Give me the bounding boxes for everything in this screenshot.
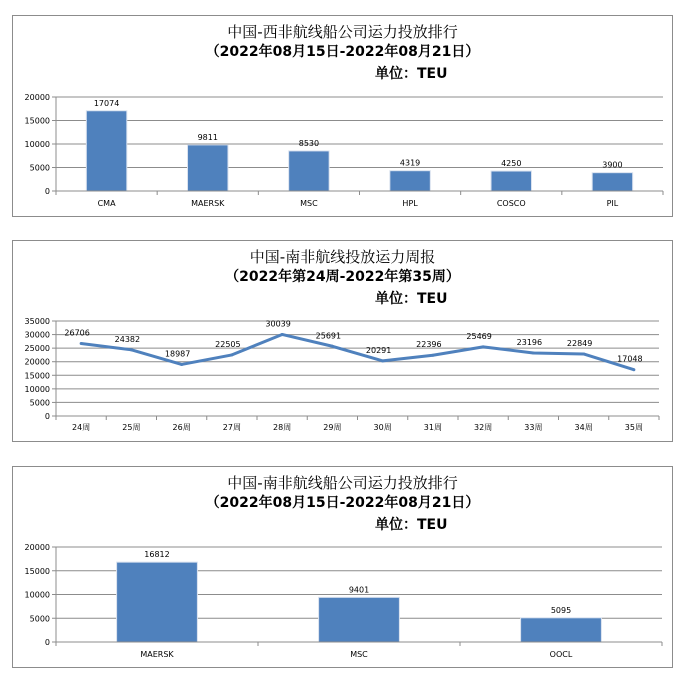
y-tick-label: 10000 [24, 140, 50, 149]
data-label: 22505 [215, 339, 241, 349]
chart-subtitle: （2022年第24周-2022年第35周） [225, 269, 460, 285]
data-label: 25469 [466, 331, 492, 341]
x-tick-label: 24周 [72, 423, 91, 432]
data-point [331, 345, 334, 348]
bar [319, 597, 400, 642]
chart-subtitle: （2022年08月15日-2022年08月21日） [205, 44, 480, 60]
unit-label: 单位：TEU [375, 517, 448, 533]
data-point [180, 363, 183, 366]
x-tick-label: 27周 [222, 423, 241, 432]
bar-chart-south-africa-carriers [13, 467, 674, 669]
data-label: 22396 [416, 340, 442, 350]
data-point [632, 368, 635, 371]
data-label: 24382 [114, 334, 141, 344]
data-label: 5095 [550, 605, 572, 615]
data-point [381, 359, 384, 362]
y-tick-label: 15000 [24, 371, 50, 381]
y-tick-label: 0 [44, 187, 50, 196]
bar [592, 173, 632, 191]
data-label: 9811 [197, 132, 218, 142]
y-tick-label: 10000 [24, 590, 50, 600]
data-point [281, 333, 284, 336]
x-tick-label: 33周 [524, 423, 543, 432]
bar [521, 618, 602, 642]
chart-subtitle: （2022年08月15日-2022年08月21日） [205, 495, 480, 511]
y-tick-label: 5000 [29, 163, 50, 173]
x-tick-label: OOCL [549, 650, 573, 659]
chart-panel-south-africa-weekly [12, 240, 673, 442]
data-label: 23196 [516, 338, 543, 348]
bar [86, 111, 126, 191]
data-label: 22849 [566, 338, 593, 348]
data-label: 8530 [298, 138, 320, 148]
bar [390, 171, 430, 191]
data-label: 26706 [64, 328, 90, 338]
x-tick-label: 26周 [172, 423, 191, 432]
chart-panel-south-africa-carriers [12, 466, 673, 668]
chart-title: 中国-南非航线船公司运力投放排行 [227, 474, 458, 492]
y-tick-label: 5000 [29, 398, 50, 408]
x-tick-label: COSCO [496, 199, 526, 208]
x-tick-label: MAERSK [191, 199, 225, 208]
data-label: 18987 [164, 349, 191, 359]
data-label: 20291 [365, 345, 392, 355]
data-label: 4250 [501, 159, 522, 169]
bar [491, 171, 531, 191]
chart-panel-west-africa [12, 15, 673, 217]
unit-label: 单位：TEU [375, 66, 448, 82]
y-tick-label: 30000 [24, 330, 50, 340]
y-tick-label: 20000 [24, 357, 50, 367]
line-chart-south-africa-weekly [13, 241, 674, 443]
y-tick-label: 15000 [24, 116, 50, 126]
data-point [80, 342, 83, 345]
unit-label: 单位：TEU [375, 291, 448, 307]
bar [188, 145, 228, 191]
data-point [230, 353, 233, 356]
data-label: 3900 [602, 160, 623, 170]
x-tick-label: 25周 [122, 423, 141, 432]
bar [289, 151, 329, 191]
data-label: 16812 [144, 550, 170, 560]
data-label: 9401 [348, 585, 370, 595]
x-tick-label: 29周 [323, 423, 342, 432]
y-tick-label: 15000 [24, 566, 50, 576]
data-label: 17074 [93, 98, 120, 108]
data-label: 17048 [617, 354, 643, 364]
data-point [482, 345, 485, 348]
data-point [532, 352, 535, 355]
x-tick-label: HPL [402, 199, 418, 208]
x-tick-label: 28周 [273, 423, 292, 432]
x-tick-label: 35周 [624, 423, 643, 432]
x-tick-label: 31周 [423, 423, 442, 432]
data-point [130, 348, 133, 351]
y-tick-label: 10000 [24, 384, 50, 394]
y-tick-label: 5000 [29, 614, 50, 624]
x-tick-label: 32周 [474, 423, 493, 432]
y-tick-label: 20000 [24, 93, 50, 102]
x-tick-label: MSC [300, 199, 318, 208]
x-tick-label: MAERSK [140, 650, 174, 659]
y-tick-label: 35000 [24, 317, 50, 326]
data-label: 4319 [399, 158, 421, 168]
y-tick-label: 20000 [24, 543, 50, 552]
chart-title: 中国-西非航线船公司运力投放排行 [227, 23, 458, 41]
bar-chart-west-africa [13, 16, 674, 218]
bar [117, 562, 198, 642]
x-tick-label: 34周 [574, 423, 593, 432]
y-tick-label: 0 [44, 638, 50, 647]
data-label: 25691 [315, 331, 342, 341]
x-tick-label: PIL [606, 199, 619, 208]
x-tick-label: CMA [97, 199, 116, 208]
y-tick-label: 25000 [24, 344, 50, 354]
data-point [582, 352, 585, 355]
x-tick-label: MSC [350, 650, 368, 659]
x-tick-label: 30周 [373, 423, 392, 432]
chart-title: 中国-南非航线投放运力周报 [249, 248, 436, 266]
y-tick-label: 0 [44, 412, 50, 421]
data-point [431, 354, 434, 357]
data-label: 30039 [265, 319, 291, 329]
